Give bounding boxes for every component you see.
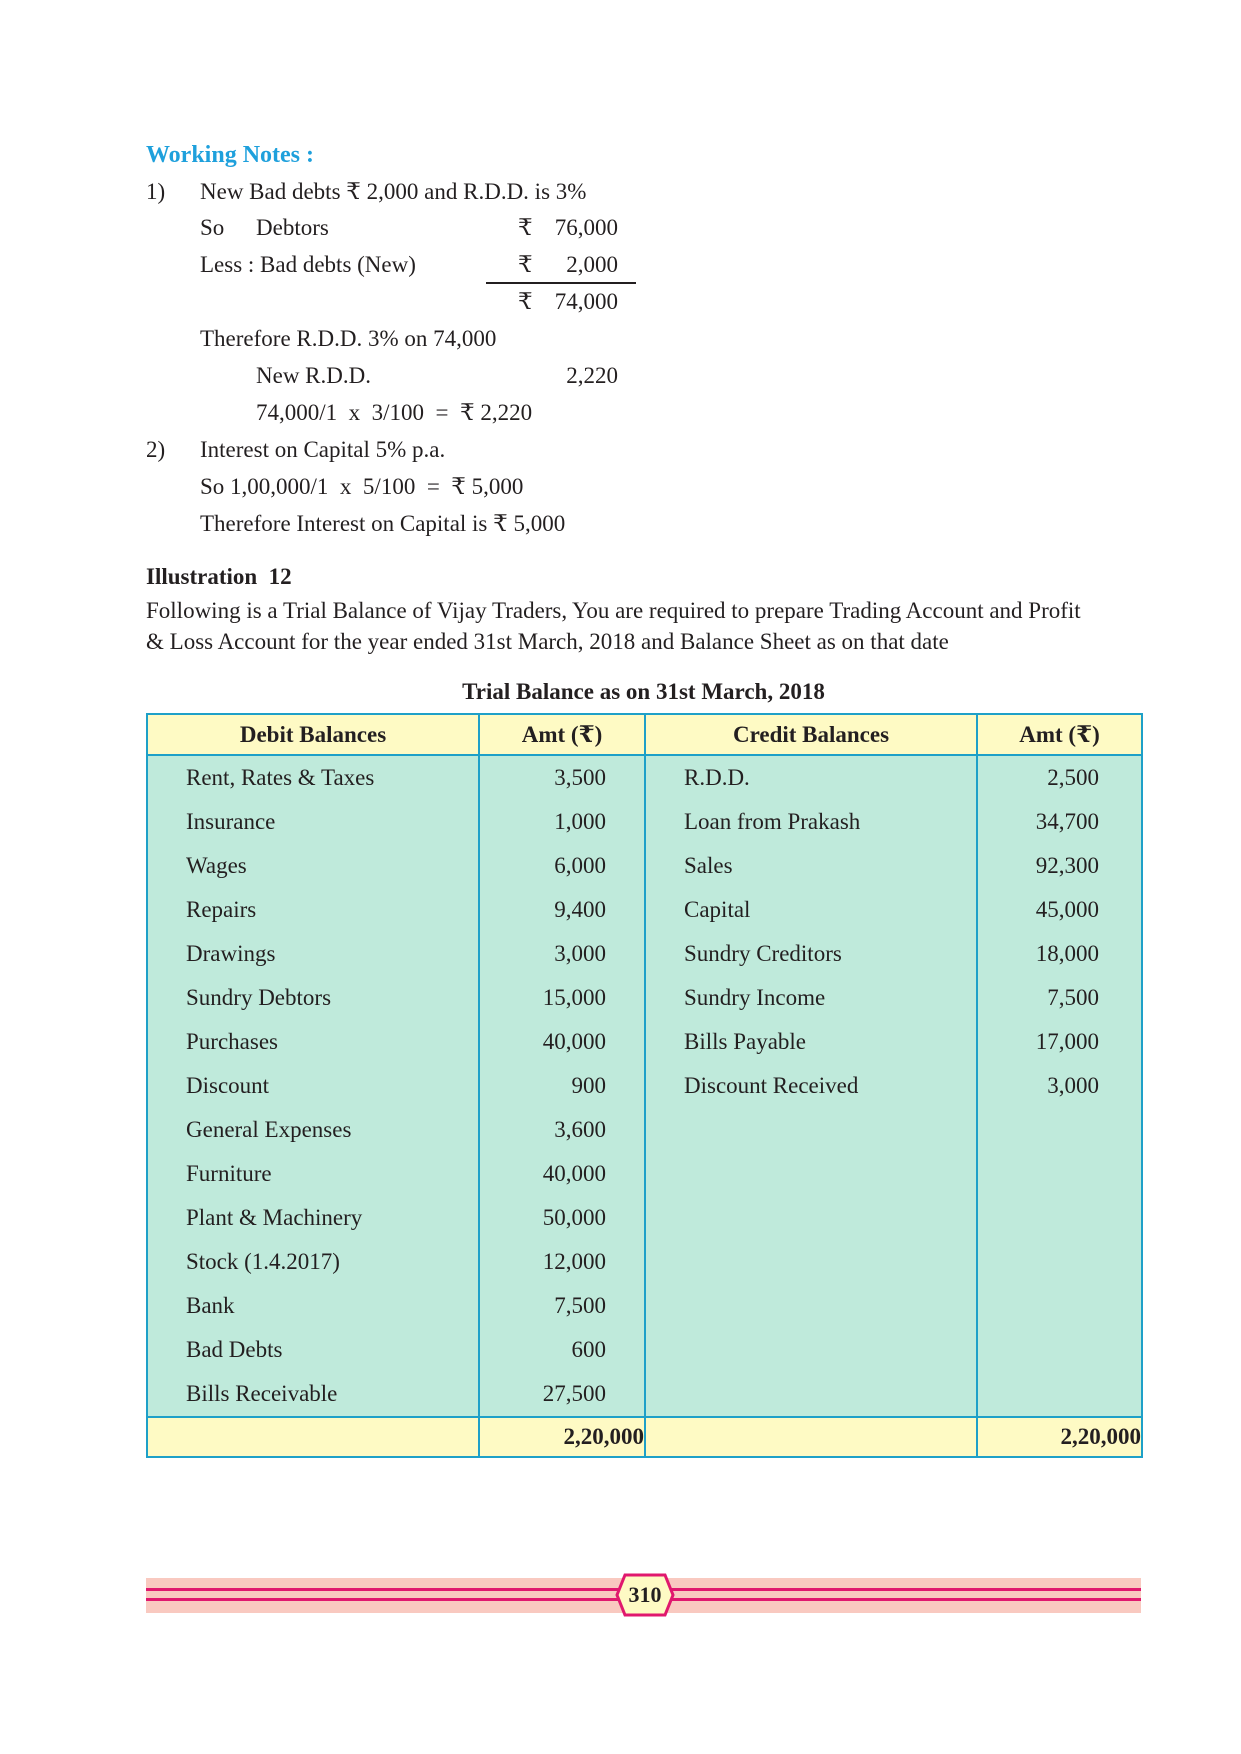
debit-account-name: Drawings <box>186 941 276 966</box>
debit-account-name: Purchases <box>186 1029 278 1054</box>
debit-account-amount: 40,000 <box>542 1029 606 1054</box>
table-caption: Trial Balance as on 31st March, 2018 <box>462 679 825 704</box>
credit-account-amount <box>978 1196 1141 1240</box>
credit-account-amount <box>978 1240 1141 1284</box>
subtotal-rule <box>486 282 636 284</box>
table-body <box>147 755 1142 1417</box>
debit-account-amount: 15,000 <box>542 985 606 1010</box>
credit-account-name <box>646 1108 976 1152</box>
working-notes-heading: Working Notes : <box>146 142 314 168</box>
debit-account-name: Bank <box>186 1293 235 1318</box>
note1-new-rdd-amount: 2,220 <box>566 363 618 388</box>
note2-therefore: Therefore Interest on Capital is ₹ 5,000 <box>200 511 566 536</box>
credit-account-amount <box>978 1152 1141 1196</box>
header-credit-balances: Credit Balances <box>645 714 977 755</box>
credit-account-name <box>646 1152 976 1196</box>
note1-new-rdd-label: New R.D.D. <box>256 363 371 388</box>
table-header-row <box>147 714 1142 755</box>
credit-account-amount: 3,000 <box>1047 1073 1099 1098</box>
debit-account-amount: 3,000 <box>554 941 606 966</box>
credit-account-amount <box>978 1372 1141 1416</box>
debit-account-name: Bills Receivable <box>186 1381 338 1406</box>
credit-account-amount <box>978 1328 1141 1372</box>
note1-less-label: Less : Bad debts (New) <box>200 252 416 277</box>
debit-names-column <box>147 755 479 1417</box>
credit-names-column <box>645 755 977 1417</box>
note1-number: 1) <box>146 179 166 204</box>
debit-account-name: Repairs <box>186 897 257 922</box>
note1-debtors-amount: 76,000 <box>554 215 618 240</box>
debit-account-amount: 9,400 <box>554 897 606 922</box>
debit-account-name: Bad Debts <box>186 1337 283 1362</box>
debit-amounts-column <box>479 755 645 1417</box>
credit-account-amount: 92,300 <box>1035 853 1099 878</box>
note1-so: So <box>200 215 225 240</box>
credit-account-name <box>646 1196 976 1240</box>
credit-account-name: Capital <box>684 897 751 922</box>
illustration-title: Illustration 12 <box>146 564 292 589</box>
totals-row <box>147 1417 1142 1457</box>
credit-account-name: Loan from Prakash <box>684 809 861 834</box>
credit-account-amount <box>978 1284 1141 1328</box>
debit-account-amount: 7,500 <box>554 1293 606 1318</box>
credit-account-name: Discount Received <box>684 1073 859 1098</box>
note1-net-amount: 74,000 <box>554 289 618 314</box>
credit-account-name: Bills Payable <box>684 1029 807 1054</box>
debit-account-name: Furniture <box>186 1161 272 1186</box>
debit-account-name: Sundry Debtors <box>186 985 332 1010</box>
debit-account-amount: 40,000 <box>542 1161 606 1186</box>
note2-calculation: So 1,00,000/1 x 5/100 = ₹ 5,000 <box>200 474 524 499</box>
debit-account-amount: 6,000 <box>554 853 606 878</box>
debit-account-name: Wages <box>186 853 247 878</box>
note1-calculation: 74,000/1 x 3/100 = ₹ 2,220 <box>256 400 533 425</box>
illustration-text-line1: Following is a Trial Balance of Vijay Traders, You are required to prepare Trading Account and Profit <box>146 598 1081 623</box>
debit-account-amount: 27,500 <box>542 1381 606 1406</box>
trial-balance-table <box>146 713 1143 1458</box>
credit-account-amount <box>978 1108 1141 1152</box>
credit-account-name <box>646 1328 976 1372</box>
note1-therefore: Therefore R.D.D. 3% on 74,000 <box>200 326 497 351</box>
credit-account-amount: 7,500 <box>1047 985 1099 1010</box>
page-number: 310 <box>628 1582 662 1607</box>
page-number-badge <box>615 1573 675 1617</box>
debit-account-amount: 1,000 <box>554 809 606 834</box>
debit-account-amount: 3,500 <box>554 765 606 790</box>
credit-amounts-column <box>977 755 1142 1417</box>
total-debit-label-cell <box>147 1417 479 1457</box>
debit-account-amount: 3,600 <box>554 1117 606 1142</box>
credit-account-amount: 34,700 <box>1035 809 1099 834</box>
debit-total: 2,20,000 <box>479 1417 645 1457</box>
note2-number: 2) <box>146 437 166 462</box>
credit-account-amount: 2,500 <box>1047 765 1099 790</box>
credit-account-name <box>646 1372 976 1416</box>
credit-account-name <box>646 1240 976 1284</box>
note1-less-amount: 2,000 <box>566 252 618 277</box>
note1-debtors-label: Debtors <box>256 215 329 240</box>
illustration-text-line2: & Loss Account for the year ended 31st March, 2018 and Balance Sheet as on that date <box>146 629 949 654</box>
header-credit-amount: Amt (₹) <box>977 714 1142 755</box>
debit-account-amount: 50,000 <box>542 1205 606 1230</box>
credit-account-name: Sundry Income <box>684 985 826 1010</box>
note1-net-currency: ₹ <box>518 289 533 314</box>
credit-account-name: Sundry Creditors <box>684 941 842 966</box>
credit-total: 2,20,000 <box>977 1417 1142 1457</box>
debit-account-name: Discount <box>186 1073 270 1098</box>
credit-account-name: R.D.D. <box>684 765 750 790</box>
total-credit-label-cell <box>645 1417 977 1457</box>
debit-account-name: General Expenses <box>186 1117 352 1142</box>
credit-account-amount: 45,000 <box>1035 897 1099 922</box>
note2-line1: Interest on Capital 5% p.a. <box>200 437 446 462</box>
debit-account-amount: 12,000 <box>542 1249 606 1274</box>
debit-account-name: Rent, Rates & Taxes <box>186 765 375 790</box>
credit-account-amount: 18,000 <box>1035 941 1099 966</box>
header-debit-balances: Debit Balances <box>147 714 479 755</box>
credit-account-amount: 17,000 <box>1035 1029 1099 1054</box>
note1-less-currency: ₹ <box>518 252 533 277</box>
debit-account-amount: 900 <box>571 1073 606 1098</box>
note1-debtors-currency: ₹ <box>518 215 533 240</box>
debit-account-name: Stock (1.4.2017) <box>186 1249 340 1274</box>
debit-account-amount: 600 <box>571 1337 606 1362</box>
credit-account-name: Sales <box>684 853 733 878</box>
header-debit-amount: Amt (₹) <box>479 714 645 755</box>
note1-line1: New Bad debts ₹ 2,000 and R.D.D. is 3% <box>200 179 587 204</box>
debit-account-name: Insurance <box>186 809 276 834</box>
credit-account-name <box>646 1284 976 1328</box>
debit-account-name: Plant & Machinery <box>186 1205 363 1230</box>
